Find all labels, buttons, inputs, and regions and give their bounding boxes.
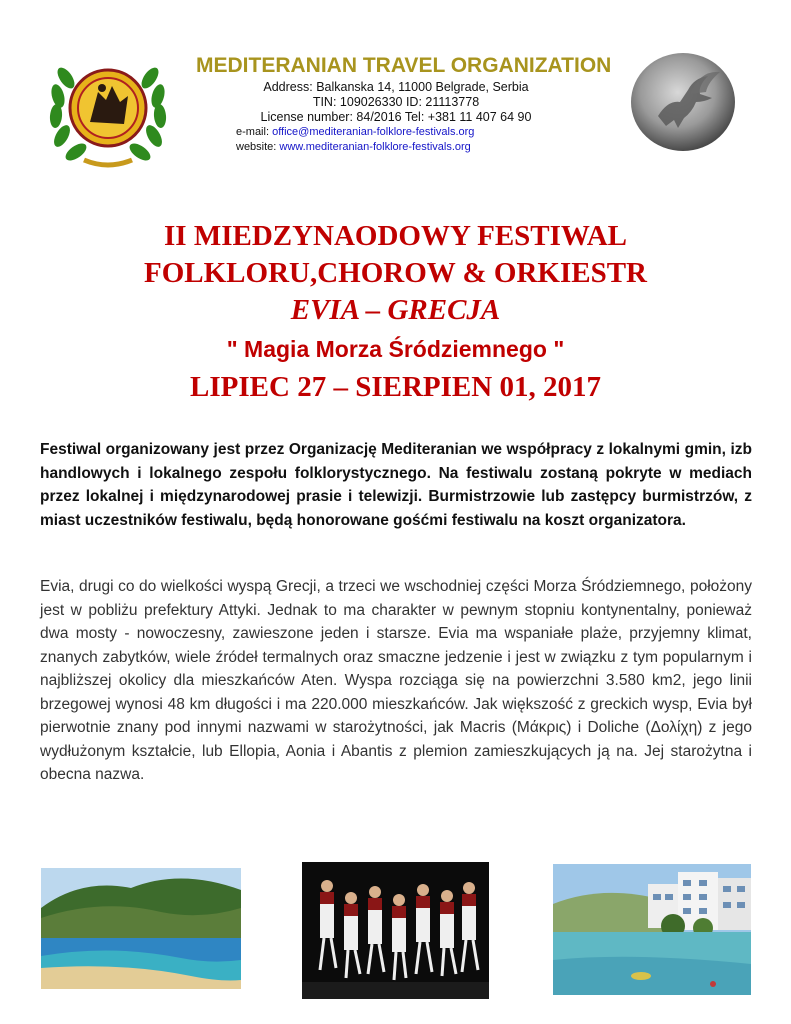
evia-description-paragraph: Evia, drugi co do wielkości wyspą Grecji, a trzeci we wschodniej części Morza Śródziemnego, położony jest w pobliżu prefektury Attyki. Jednak to ma charakter w pewnym stopniu kontynentalny, ponieważ dwa mosty - nowoczesny, zawieszone jeden i starsze. Evia ma wspaniałe plaże, przyjemny klimat, znanych zabytków, wiele źródeł termalnych oraz smaczne jedzenie i jest w związku z tym popularnym i najbliższej okolicy dla mieszkańców Aten. Wyspa rozciąga się na powierzchni 3.580 km2, jego linii brzegowej wynosi 48 km długości i ma 220.000 mieszkańców. Jak większość z greckich wysp, Evia był pierwotnie znany pod innymi nazwami w starożytności, jak Macris (Μάκρις) i Doliche (Δολίχη) z jego wydłużonym kształcie, lub Ellopia, Aonia i Abantis z plemion zamieszkujących ją na. Jej starożytna i obecna nazwa.	[40, 578, 752, 783]
website-label: website:	[236, 141, 277, 153]
email-label: e-mail:	[236, 126, 270, 138]
headline-line-2: FOLKLORU,CHOROW & ORKIESTR	[144, 257, 647, 289]
beach-photo	[41, 868, 241, 989]
seaside-town-photo	[553, 864, 751, 995]
headline-line-1: II MIEDZYNAODOWY FESTIWAL	[164, 220, 627, 252]
website-row	[226, 140, 566, 155]
folk-dancers-photo	[302, 862, 489, 999]
website-link[interactable]: www.mediteranian-folklore-festivals.org	[279, 141, 471, 153]
headline-dates: LIPIEC 27 – SIERPIEN 01, 2017	[190, 371, 601, 403]
organization-license: License number: 84/2016 Tel: +381 11 407 64 90	[260, 110, 532, 124]
organization-name: MEDITERANIAN TRAVEL ORGANIZATION	[196, 54, 612, 77]
festival-headline	[0, 218, 791, 406]
headline-subtitle: " Magia Morza Śródziemnego "	[226, 336, 565, 362]
pegasus-coin-image	[628, 50, 738, 154]
email-link[interactable]: office@mediteranian-folklore-festivals.org	[272, 126, 475, 138]
organization-emblem	[46, 48, 170, 170]
email-row	[226, 125, 566, 140]
headline-location: EVIA – GRECJA	[290, 294, 501, 326]
organization-tin: TIN: 109026330 ID: 21113778	[312, 95, 480, 109]
intro-paragraph: Festiwal organizowany jest przez Organizację Mediteranian we współpracy z lokalnymi gmin, izb handlowych i lokalnego zespołu folklorystycznego. Na festiwalu zostaną pokryte w mediach przez lokalnej i międzynarodowej prasie i telewizji. Burmistrzowie lub zastępcy burmistrzów, z miast uczestników festiwalu, będą honorowane gośćmi festiwalu na koszt organizatora.	[40, 441, 752, 529]
organization-address: Address: Balkanska 14, 11000 Belgrade, Serbia	[263, 80, 529, 94]
organization-contact-block	[226, 80, 566, 155]
